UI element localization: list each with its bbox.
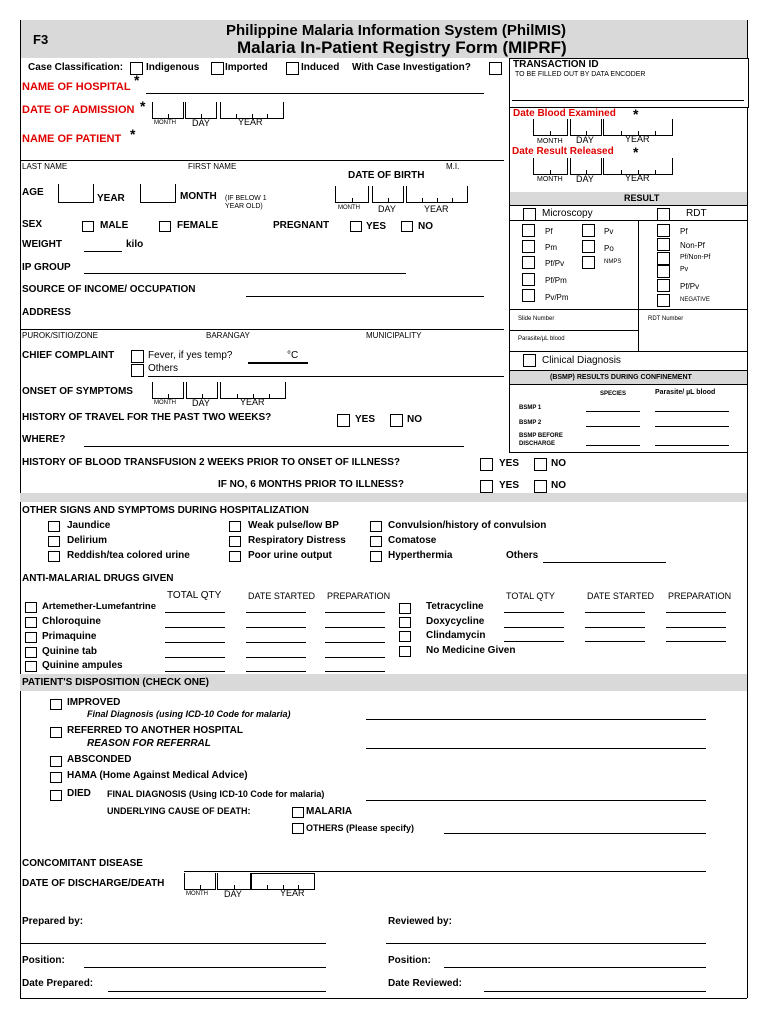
parasite-bottom-line xyxy=(509,351,747,352)
first-name-label: FIRST NAME xyxy=(188,162,237,171)
case-classification-label: Case Classification: xyxy=(28,62,124,73)
micro-pm-label: Pm xyxy=(545,243,557,252)
onset-day-label: DAY xyxy=(192,398,210,408)
signs-others-line[interactable] xyxy=(543,562,666,563)
travel-label: HISTORY OF TRAVEL FOR THE PAST TWO WEEKS? xyxy=(22,412,272,423)
result-released-day-box[interactable] xyxy=(570,158,602,175)
admission-year-label: YEAR xyxy=(238,117,263,127)
doxycycline-checkbox[interactable] xyxy=(399,617,411,628)
referred-label: REFERRED TO ANOTHER HOSPITAL xyxy=(67,725,243,736)
hama-label: HAMA (Home Against Medical Advice) xyxy=(67,770,248,781)
rdt-label: RDT xyxy=(686,208,707,219)
delirium-checkbox[interactable] xyxy=(48,536,60,547)
hospital-asterisk: * xyxy=(134,72,140,88)
age-label: AGE xyxy=(22,187,44,198)
delirium-label: Delirium xyxy=(67,535,108,546)
drug-line[interactable] xyxy=(585,641,645,642)
micro-pfpm-checkbox[interactable] xyxy=(522,273,535,286)
rdt-pfnonpf-label: Pf/Non-Pf xyxy=(680,254,711,261)
pregnant-label: PREGNANT xyxy=(273,220,330,231)
micro-pfpv-checkbox[interactable] xyxy=(522,256,535,269)
if-no-no-checkbox[interactable] xyxy=(534,480,547,493)
hyperthermia-label: Hyperthermia xyxy=(388,550,453,561)
species-label: SPECIES xyxy=(600,391,627,397)
reddish-urine-checkbox[interactable] xyxy=(48,551,60,562)
slide-bottom-line xyxy=(509,330,639,331)
bsmp-title-line xyxy=(509,384,747,385)
bsmp-before-label-2: DISCHARGE xyxy=(519,441,556,447)
transfusion-yes-label: YES xyxy=(499,458,520,469)
rdt-negative-label: NEGATIVE xyxy=(680,297,710,303)
micro-pvpm-label: Pv/Pm xyxy=(545,293,569,302)
signs-title: OTHER SIGNS AND SYMPTOMS DURING HOSPITALIZATION xyxy=(22,505,309,516)
where-label: WHERE? xyxy=(22,434,66,445)
rdt-number-label: RDT Number xyxy=(648,316,684,322)
drug-line[interactable] xyxy=(325,612,385,613)
rdt-negative-checkbox[interactable] xyxy=(657,294,670,307)
result-top-line xyxy=(509,205,747,206)
micro-pv-label: Pv xyxy=(604,227,614,236)
drug-line[interactable] xyxy=(325,642,385,643)
poor-urine-label: Poor urine output xyxy=(248,550,332,561)
chief-complaint-line[interactable] xyxy=(148,376,504,377)
travel-no-checkbox[interactable] xyxy=(390,414,403,427)
municipality-label: MUNICIPALITY xyxy=(366,331,422,340)
clinical-diagnosis-checkbox[interactable] xyxy=(523,354,536,367)
others-specify-checkbox[interactable] xyxy=(292,823,304,834)
blood-examined-asterisk: * xyxy=(633,106,639,122)
transfusion-no-checkbox[interactable] xyxy=(534,458,547,471)
pregnant-no-checkbox[interactable] xyxy=(401,221,413,232)
position-left-label: Position: xyxy=(22,955,65,966)
drug-line[interactable] xyxy=(504,641,564,642)
bsmp3-species-line[interactable] xyxy=(586,445,640,446)
concomitant-line[interactable] xyxy=(184,871,706,872)
transfusion-label: HISTORY OF BLOOD TRANSFUSION 2 WEEKS PRIOR TO ONSET OF ILLNESS? xyxy=(22,457,400,468)
kilo-label: kilo xyxy=(126,239,144,250)
onset-year-label: YEAR xyxy=(240,397,265,407)
admission-month-label: MONTH xyxy=(154,120,176,126)
prepared-by-label: Prepared by: xyxy=(22,916,84,927)
transaction-id-line[interactable] xyxy=(512,100,744,101)
indigenous-label: Indigenous xyxy=(146,62,200,73)
dob-day-box[interactable] xyxy=(372,186,404,203)
parasite-label: Parasite/µL blood xyxy=(518,336,565,342)
disposition-title: PATIENT'S DISPOSITION (CHECK ONE) xyxy=(22,677,210,688)
result-released-month-label: MONTH xyxy=(537,176,563,183)
bsmp2-species-line[interactable] xyxy=(586,426,640,427)
below-1-label: (IF BELOW 1 xyxy=(225,195,267,202)
pregnant-yes-label: YES xyxy=(366,221,387,232)
drugs-total-qty-left: TOTAL QTY xyxy=(167,590,222,601)
case-investigation-checkbox[interactable] xyxy=(489,62,502,75)
if-no-no-label: NO xyxy=(551,480,566,491)
drugs-date-started-right: DATE STARTED xyxy=(587,591,655,601)
position-left-line[interactable] xyxy=(84,967,326,968)
onset-month-box[interactable] xyxy=(152,382,184,399)
absconded-label: ABSCONDED xyxy=(67,754,132,765)
address-label: ADDRESS xyxy=(22,307,71,318)
improved-label: IMPROVED xyxy=(67,697,121,708)
right-border xyxy=(747,20,748,998)
last-name-label: LAST NAME xyxy=(22,162,68,171)
patient-asterisk: * xyxy=(130,126,136,142)
pregnant-no-label: NO xyxy=(418,221,433,232)
female-checkbox[interactable] xyxy=(159,221,171,232)
position-right-line[interactable] xyxy=(444,967,706,968)
blood-examined-year-label: YEAR xyxy=(625,134,650,144)
fever-label: Fever, if yes temp? xyxy=(148,350,233,361)
clinical-diagnosis-label: Clinical Diagnosis xyxy=(542,355,621,366)
where-line[interactable] xyxy=(84,446,464,447)
quinine-ampules-label: Quinine ampules xyxy=(42,660,123,671)
drugs-total-qty-right: TOTAL QTY xyxy=(506,591,555,601)
primaquine-checkbox[interactable] xyxy=(25,632,37,643)
micro-pf-checkbox[interactable] xyxy=(522,224,535,237)
micro-pm-checkbox[interactable] xyxy=(522,240,535,253)
dob-label: DATE OF BIRTH xyxy=(348,170,425,181)
imported-label: Imported xyxy=(225,62,268,73)
microscopy-label: Microscopy xyxy=(542,208,593,219)
travel-yes-checkbox[interactable] xyxy=(337,414,350,427)
drug-line[interactable] xyxy=(325,627,385,628)
died-final-dx-label: FINAL DIAGNOSIS (Using ICD-10 Code for malaria) xyxy=(107,789,325,799)
pregnant-yes-checkbox[interactable] xyxy=(350,221,362,232)
rdt-pv-label: Pv xyxy=(680,266,689,273)
age-month-label: MONTH xyxy=(180,191,217,202)
mi-label: M.I. xyxy=(446,162,460,171)
respiratory-distress-label: Respiratory Distress xyxy=(248,535,346,546)
drug-line[interactable] xyxy=(246,612,306,613)
admission-day-box[interactable] xyxy=(185,102,217,119)
bsmp1-species-line[interactable] xyxy=(586,411,640,412)
referred-checkbox[interactable] xyxy=(50,727,62,738)
hyperthermia-checkbox[interactable] xyxy=(370,551,382,562)
dob-day-label: DAY xyxy=(378,204,396,214)
comatose-label: Comatose xyxy=(388,535,437,546)
result-released-day-label: DAY xyxy=(576,174,594,184)
dob-year-box[interactable] xyxy=(406,186,468,203)
absconded-checkbox[interactable] xyxy=(50,756,62,767)
result-released-label: Date Result Released xyxy=(512,146,614,157)
bottom-border xyxy=(20,998,747,999)
dob-month-label: MONTH xyxy=(338,205,360,211)
drug-line[interactable] xyxy=(325,657,385,658)
result-header-line xyxy=(509,220,747,221)
bsmp3-parasite-line[interactable] xyxy=(655,445,729,446)
reason-label: REASON FOR REFERRAL xyxy=(87,738,211,749)
drug-line[interactable] xyxy=(504,627,564,628)
income-label: SOURCE OF INCOME/ OCCUPATION xyxy=(22,284,196,295)
rdt-pfnonpf-checkbox[interactable] xyxy=(657,252,670,265)
hama-checkbox[interactable] xyxy=(50,772,62,783)
drug-line[interactable] xyxy=(585,612,645,613)
male-label: MALE xyxy=(100,220,129,231)
induced-label: Induced xyxy=(301,62,340,73)
transaction-title: TRANSACTION ID xyxy=(513,59,599,70)
drug-line[interactable] xyxy=(325,671,385,672)
quinine-ampules-checkbox[interactable] xyxy=(25,661,37,672)
drug-line[interactable] xyxy=(246,642,306,643)
others-label: Others xyxy=(148,363,179,374)
case-investigation-label: With Case Investigation? xyxy=(352,62,471,73)
drug-line[interactable] xyxy=(246,657,306,658)
doxycycline-label: Doxycycline xyxy=(426,616,485,627)
micro-pv-checkbox[interactable] xyxy=(582,224,595,237)
drug-line[interactable] xyxy=(165,657,225,658)
signs-band xyxy=(20,493,747,502)
convulsion-checkbox[interactable] xyxy=(370,521,382,532)
respiratory-distress-checkbox[interactable] xyxy=(229,536,241,547)
bsmp1-label: BSMP 1 xyxy=(519,405,542,411)
drug-line[interactable] xyxy=(246,671,306,672)
transaction-sub: TO BE FILLED OUT BY DATA ENCODER xyxy=(515,71,646,78)
others-checkbox[interactable] xyxy=(131,364,144,377)
signs-others-label: Others xyxy=(506,550,539,561)
rdt-pfpv-checkbox[interactable] xyxy=(657,279,670,292)
reviewed-by-line[interactable] xyxy=(386,943,706,944)
onset-label: ONSET OF SYMPTOMS xyxy=(22,386,133,397)
result-title: RESULT xyxy=(624,193,660,203)
died-final-dx-line[interactable] xyxy=(366,800,706,801)
date-reviewed-label: Date Reviewed: xyxy=(388,978,462,989)
chief-complaint-label: CHIEF COMPLAINT xyxy=(22,350,115,361)
tetracycline-checkbox[interactable] xyxy=(399,603,411,614)
rdt-pf-label: Pf xyxy=(680,227,688,236)
onset-day-box[interactable] xyxy=(186,382,218,399)
drugs-date-started-left: DATE STARTED xyxy=(248,591,316,601)
malaria-label: MALARIA xyxy=(306,806,353,817)
form-title-1: Philippine Malaria Information System (PhilMIS) xyxy=(226,22,567,39)
female-label: FEMALE xyxy=(177,220,219,231)
result-released-asterisk: * xyxy=(633,144,639,160)
blood-examined-day-label: DAY xyxy=(576,135,594,145)
drug-line[interactable] xyxy=(504,612,564,613)
died-checkbox[interactable] xyxy=(50,790,62,801)
transfusion-yes-checkbox[interactable] xyxy=(480,458,493,471)
chloroquine-checkbox[interactable] xyxy=(25,617,37,628)
drug-line[interactable] xyxy=(246,627,306,628)
micro-rdt-divider xyxy=(638,220,639,351)
hospital-line[interactable] xyxy=(146,93,484,94)
malaria-checkbox[interactable] xyxy=(292,807,304,818)
others-specify-line[interactable] xyxy=(444,833,706,834)
weak-pulse-checkbox[interactable] xyxy=(229,521,241,532)
bsmp1-parasite-line[interactable] xyxy=(655,411,729,412)
drug-line[interactable] xyxy=(165,642,225,643)
celsius-label: °C xyxy=(287,350,299,361)
artemether-label: Artemether-Lumefantrine xyxy=(42,601,157,612)
tetracycline-label: Tetracycline xyxy=(426,601,484,612)
reddish-urine-label: Reddish/tea colored urine xyxy=(67,550,190,561)
primaquine-label: Primaquine xyxy=(42,631,97,642)
sex-label: SEX xyxy=(22,219,43,230)
ip-group-label: IP GROUP xyxy=(22,262,71,273)
induced-checkbox[interactable] xyxy=(286,62,299,75)
income-line[interactable] xyxy=(246,296,484,297)
drug-line[interactable] xyxy=(666,641,726,642)
drug-line[interactable] xyxy=(585,627,645,628)
micro-pvpm-checkbox[interactable] xyxy=(522,289,535,302)
travel-yes-label: YES xyxy=(355,414,376,425)
date-reviewed-line[interactable] xyxy=(484,991,706,992)
right-panel-divider xyxy=(509,106,510,452)
underlying-cause-label: UNDERLYING CAUSE OF DEATH: xyxy=(107,806,251,816)
micro-pfpv-label: Pf/Pv xyxy=(545,259,565,268)
admission-month-box[interactable] xyxy=(152,102,184,119)
result-released-year-label: YEAR xyxy=(625,173,650,183)
form-code: F3 xyxy=(33,32,49,47)
bsmp2-label: BSMP 2 xyxy=(519,420,542,426)
hospital-label: NAME OF HOSPITAL xyxy=(22,81,131,93)
position-right-label: Position: xyxy=(388,955,431,966)
improved-checkbox[interactable] xyxy=(50,699,62,710)
micro-pfpm-label: Pf/Pm xyxy=(545,276,567,285)
slide-top-line xyxy=(509,309,747,310)
bsmp2-parasite-line[interactable] xyxy=(655,426,729,427)
blood-examined-month-label: MONTH xyxy=(537,138,563,145)
if-no-yes-label: YES xyxy=(499,480,520,491)
reason-line[interactable] xyxy=(366,748,706,749)
rdt-nonpf-checkbox[interactable] xyxy=(657,238,670,251)
artemether-checkbox[interactable] xyxy=(25,602,37,613)
micro-nmps-label: NMPS xyxy=(604,259,622,265)
discharge-month-box[interactable] xyxy=(184,873,216,890)
left-border xyxy=(20,20,21,998)
drugs-preparation-left: PREPARATION xyxy=(327,591,391,601)
if-no-label: IF NO, 6 MONTHS PRIOR TO ILLNESS? xyxy=(218,479,404,490)
transfusion-no-label: NO xyxy=(551,458,566,469)
jaundice-checkbox[interactable] xyxy=(48,521,60,532)
weight-label: WEIGHT xyxy=(22,239,62,250)
parasite-ul-label: Parasite/ µL blood xyxy=(655,389,716,396)
drugs-title: ANTI-MALARIAL DRUGS GIVEN xyxy=(22,573,174,584)
discharge-day-box[interactable] xyxy=(217,873,251,890)
fever-checkbox[interactable] xyxy=(131,350,144,363)
others-specify-label: OTHERS (Please specify) xyxy=(306,823,415,833)
poor-urine-checkbox[interactable] xyxy=(229,551,241,562)
dob-year-label: YEAR xyxy=(424,204,449,214)
patient-line[interactable] xyxy=(20,160,504,161)
drug-line[interactable] xyxy=(666,612,726,613)
clindamycin-checkbox[interactable] xyxy=(399,631,411,642)
comatose-checkbox[interactable] xyxy=(370,536,382,547)
chloroquine-label: Chloroquine xyxy=(42,616,101,627)
micro-nmps-checkbox[interactable] xyxy=(582,256,595,269)
age-year-label: YEAR xyxy=(97,193,125,204)
year-old-label: YEAR OLD) xyxy=(225,203,263,210)
jaundice-label: Jaundice xyxy=(67,520,111,531)
dob-month-box[interactable] xyxy=(335,186,369,203)
convulsion-label: Convulsion/history of convulsion xyxy=(388,520,547,531)
died-label: DIED xyxy=(67,788,91,799)
clindamycin-label: Clindamycin xyxy=(426,630,486,641)
bsmp-title: (BSMP) RESULTS DURING CONFINEMENT xyxy=(550,374,692,381)
prepared-by-line[interactable] xyxy=(20,943,326,944)
rdt-pv-checkbox[interactable] xyxy=(657,265,670,278)
micro-pf-label: Pf xyxy=(545,227,553,236)
patient-label: NAME OF PATIENT xyxy=(22,133,122,145)
admission-asterisk: * xyxy=(140,98,146,114)
improved-final-dx-line[interactable] xyxy=(366,719,706,720)
date-prepared-line[interactable] xyxy=(108,991,326,992)
concomitant-label: CONCOMITANT DISEASE xyxy=(22,858,143,869)
barangay-label: BARANGAY xyxy=(206,331,250,340)
form-title-2: Malaria In-Patient Registry Form (MIPRF) xyxy=(237,38,567,57)
age-year-box[interactable] xyxy=(58,184,94,203)
male-checkbox[interactable] xyxy=(82,221,94,232)
imported-checkbox[interactable] xyxy=(211,62,224,75)
travel-no-label: NO xyxy=(407,414,422,425)
rdt-nonpf-label: Non-Pf xyxy=(680,241,705,250)
drug-line[interactable] xyxy=(165,627,225,628)
address-line[interactable] xyxy=(20,329,504,330)
quinine-tab-checkbox[interactable] xyxy=(25,647,37,658)
age-month-box[interactable] xyxy=(140,184,176,203)
rdt-pfpv-label: Pf/Pv xyxy=(680,282,700,291)
discharge-month-label: MONTH xyxy=(186,891,208,897)
date-prepared-label: Date Prepared: xyxy=(22,978,94,989)
right-panel-bottom xyxy=(509,452,747,453)
if-no-yes-checkbox[interactable] xyxy=(480,480,493,493)
admission-label: DATE OF ADMISSION xyxy=(22,104,135,116)
no-medicine-label: No Medicine Given xyxy=(426,645,516,656)
purok-label: PUROK/SITIO/ZONE xyxy=(22,331,99,340)
drugs-preparation-right: PREPARATION xyxy=(668,591,732,601)
no-medicine-checkbox[interactable] xyxy=(399,646,411,657)
slide-number-label: Slide Number xyxy=(518,316,555,322)
discharge-label: DATE OF DISCHARGE/DEATH xyxy=(22,878,165,889)
rdt-pf-checkbox[interactable] xyxy=(657,224,670,237)
blood-examined-label: Date Blood Examined xyxy=(513,108,616,119)
discharge-day-label: DAY xyxy=(224,889,242,899)
blood-examined-day-box[interactable] xyxy=(570,119,602,136)
improved-final-dx-label: Final Diagnosis (using ICD-10 Code for malaria) xyxy=(87,709,291,719)
admission-day-label: DAY xyxy=(192,118,210,128)
quinine-tab-label: Quinine tab xyxy=(42,646,97,657)
result-released-month-box[interactable] xyxy=(533,158,568,175)
weight-line[interactable] xyxy=(84,251,122,252)
weak-pulse-label: Weak pulse/low BP xyxy=(248,520,339,531)
ip-group-line[interactable] xyxy=(84,273,406,274)
discharge-year-label: YEAR xyxy=(280,888,305,898)
micro-po-label: Po xyxy=(604,244,614,253)
bsmp-before-label-1: BSMP BEFORE xyxy=(519,433,563,439)
drug-line[interactable] xyxy=(165,612,225,613)
drug-line[interactable] xyxy=(165,671,225,672)
blood-examined-month-box[interactable] xyxy=(533,119,568,136)
onset-month-label: MONTH xyxy=(154,400,176,406)
micro-po-checkbox[interactable] xyxy=(582,240,595,253)
temp-line[interactable] xyxy=(248,362,308,364)
reviewed-by-label: Reviewed by: xyxy=(388,916,452,927)
drug-line[interactable] xyxy=(666,627,726,628)
